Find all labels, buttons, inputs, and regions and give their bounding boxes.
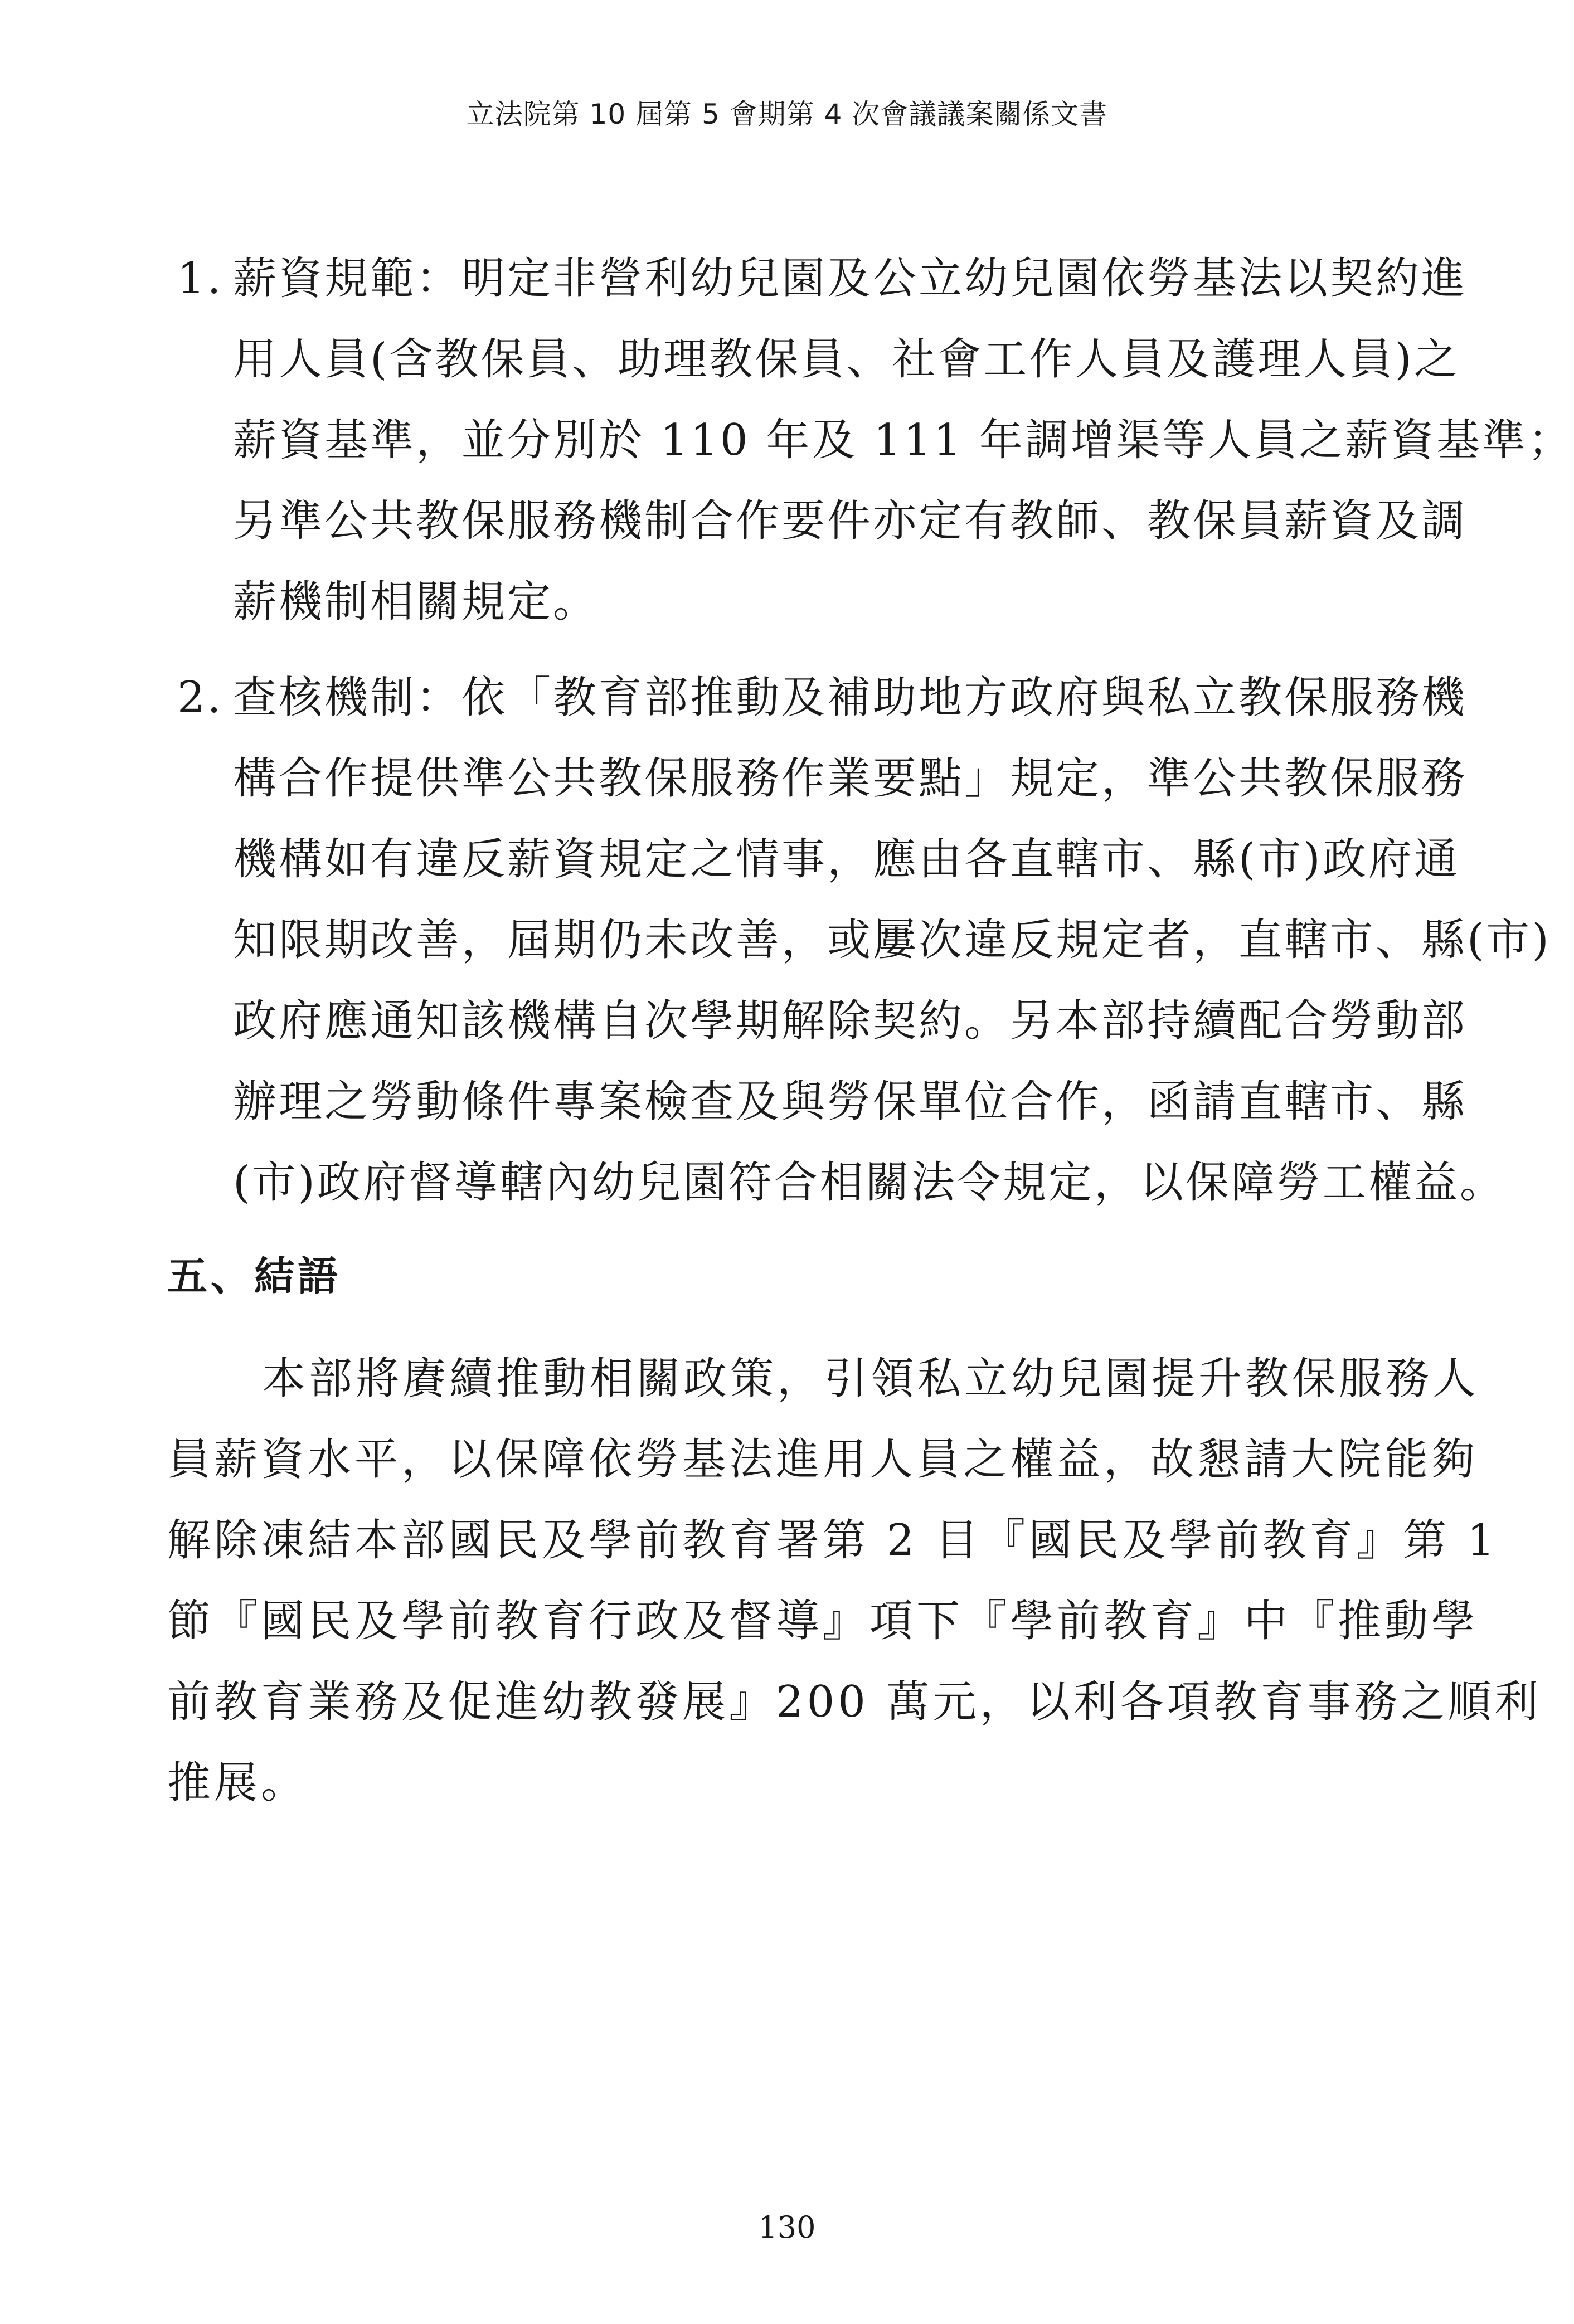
list-item-number: 2. bbox=[177, 673, 224, 723]
text-line: 辦理之勞動條件專案檢查及與勞保單位合作，函請直轄市、縣 bbox=[233, 1077, 1468, 1127]
text-line: 用人員(含教保員、助理教保員、社會工作人員及護理人員)之 bbox=[233, 334, 1460, 385]
list-item-number: 1. bbox=[177, 254, 224, 304]
text-line: 薪資規範：明定非營利幼兒園及公立幼兒園依勞基法以契約進 bbox=[233, 254, 1468, 304]
text-line: 機構如有違反薪資規定之情事，應由各直轄市、縣(市)政府通 bbox=[233, 834, 1460, 884]
text-line: 查核機制：依「教育部推動及補助地方政府與私立教保服務機 bbox=[233, 673, 1468, 723]
list-item-text bbox=[233, 658, 1551, 1223]
text-line: 員薪資水平，以保障依勞基法進用人員之權益，故懇請大院能夠 bbox=[167, 1435, 1479, 1485]
text-line: 解除凍結本部國民及學前教育署第 2 目『國民及學前教育』第 1 bbox=[167, 1515, 1498, 1565]
text-line: 政府應通知該機構自次學期解除契約。另本部持續配合勞動部 bbox=[233, 996, 1468, 1046]
section-heading-conclusion: 五、結語 bbox=[167, 1253, 342, 1300]
text-line: 節『國民及學前教育行政及督導』項下『學前教育』中『推動學 bbox=[167, 1596, 1479, 1646]
text-line: 知限期改善，屆期仍未改善，或屢次違反規定者，直轄市、縣(市) bbox=[233, 915, 1551, 965]
text-line: 構合作提供準公共教保服務作業要點」規定，準公共教保服務 bbox=[233, 753, 1468, 804]
document-header: 立法院第 10 屆第 5 會期第 4 次會議議案關係文書 bbox=[466, 98, 1108, 130]
text-line: 本部將賡續推動相關政策，引領私立幼兒園提升教保服務人 bbox=[262, 1354, 1480, 1404]
text-line: 薪機制相關規定。 bbox=[233, 577, 599, 627]
text-line: (市)政府督導轄內幼兒園符合相關法令規定，以保障勞工權益。 bbox=[233, 1158, 1505, 1208]
text-line: 薪資基準，並分別於 110 年及 111 年調增渠等人員之薪資基準； bbox=[233, 415, 1573, 465]
text-line: 前教育業務及促進幼教發展』200 萬元，以利各項教育事務之順利 bbox=[167, 1677, 1542, 1727]
text-line: 另準公共教保服務機制合作要件亦定有教師、教保員薪資及調 bbox=[233, 496, 1468, 546]
conclusion-paragraph bbox=[167, 1339, 1542, 1824]
page-number: 130 bbox=[758, 2210, 816, 2245]
list-item-text bbox=[233, 239, 1573, 643]
text-line: 推展。 bbox=[167, 1758, 308, 1808]
